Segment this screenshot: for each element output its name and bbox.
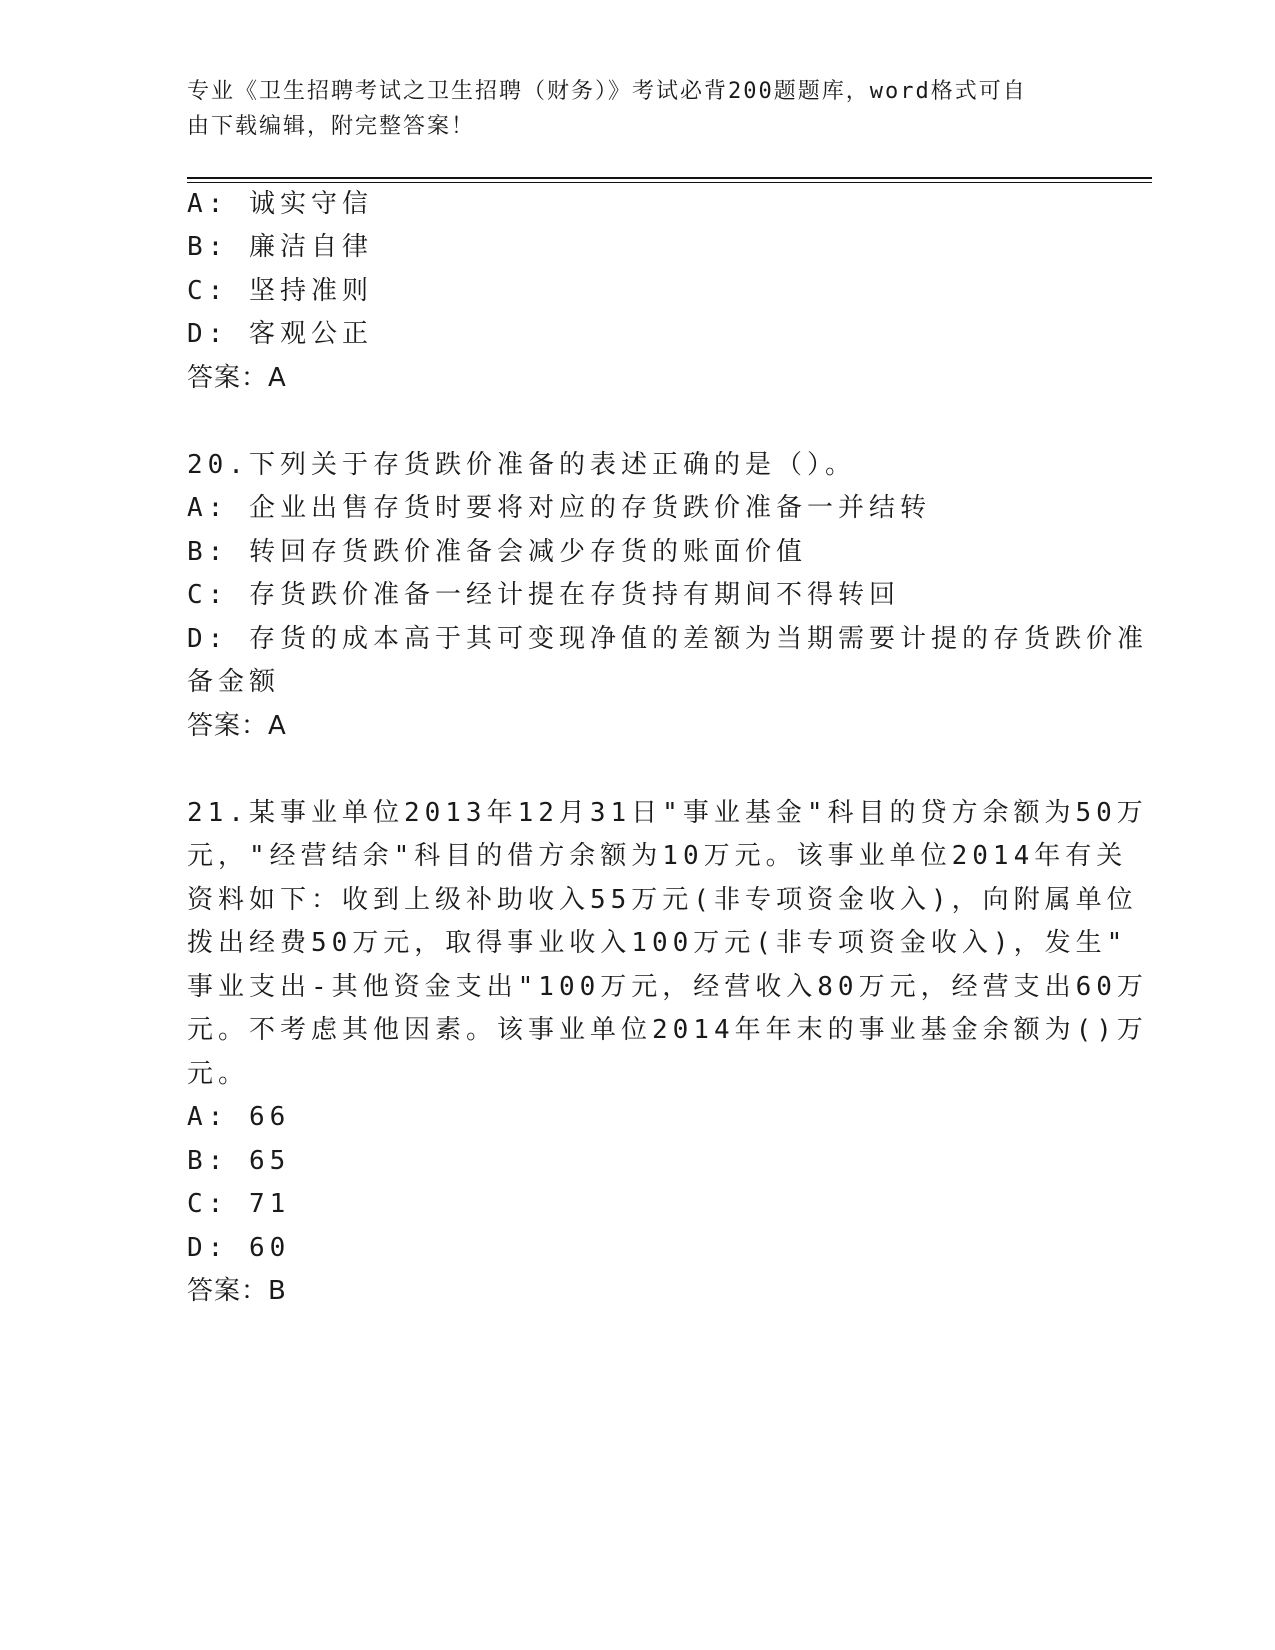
q21-question-line-7: 元。 xyxy=(187,1059,250,1089)
q21-question-line-1: 21.某事业单位2013年12月31日"事业基金"科目的贷方余额为50万 xyxy=(187,798,1148,828)
q20-option-c: C: 存货跌价准备一经计提在存货持有期间不得转回 xyxy=(187,580,900,610)
q20-answer: 答案：A xyxy=(187,711,287,741)
q20-option-b: B: 转回存货跌价准备会减少存货的账面价值 xyxy=(187,537,807,567)
q21-answer: 答案：B xyxy=(187,1276,287,1306)
header-divider-thick xyxy=(187,177,1152,179)
q20-option-a: A: 企业出售存货时要将对应的存货跌价准备一并结转 xyxy=(187,493,931,523)
q21-option-b: B: 65 xyxy=(187,1146,291,1176)
q21-question-line-2: 元，"经营结余"科目的借方余额为10万元。该事业单位2014年有关 xyxy=(187,841,1128,871)
q21-question-line-4: 拨出经费50万元，取得事业收入100万元(非专项资金收入)，发生" xyxy=(187,928,1128,958)
q21-option-c: C: 71 xyxy=(187,1189,291,1219)
header-divider-thin xyxy=(187,182,1152,183)
q20-option-d: D: 存货的成本高于其可变现净值的差额为当期需要计提的存货跌价准 xyxy=(187,624,1148,654)
q21-option-a: A: 66 xyxy=(187,1102,291,1132)
header-line-2: 由下载编辑，附完整答案！ xyxy=(187,114,476,139)
header-line-1: 专业《卫生招聘考试之卫生招聘（财务）》考试必背200题题库，word格式可自 xyxy=(187,79,1027,104)
q19-option-d: D: 客观公正 xyxy=(187,319,373,349)
q19-option-c: C: 坚持准则 xyxy=(187,276,373,306)
q21-option-d: D: 60 xyxy=(187,1233,291,1263)
q21-question-line-5: 事业支出-其他资金支出"100万元，经营收入80万元，经营支出60万 xyxy=(187,972,1148,1002)
q20-question: 20.下列关于存货跌价准备的表述正确的是（）。 xyxy=(187,450,856,480)
q19-option-a: A: 诚实守信 xyxy=(187,189,373,219)
q19-answer: 答案：A xyxy=(187,363,287,393)
q19-option-b: B: 廉洁自律 xyxy=(187,232,373,262)
document-header xyxy=(187,74,1067,144)
q21-question-line-6: 元。不考虑其他因素。该事业单位2014年年末的事业基金余额为()万 xyxy=(187,1015,1148,1045)
q20-option-d-cont: 备金额 xyxy=(187,667,281,697)
q21-question-line-3: 资料如下：收到上级补助收入55万元(非专项资金收入)，向附属单位 xyxy=(187,885,1138,915)
